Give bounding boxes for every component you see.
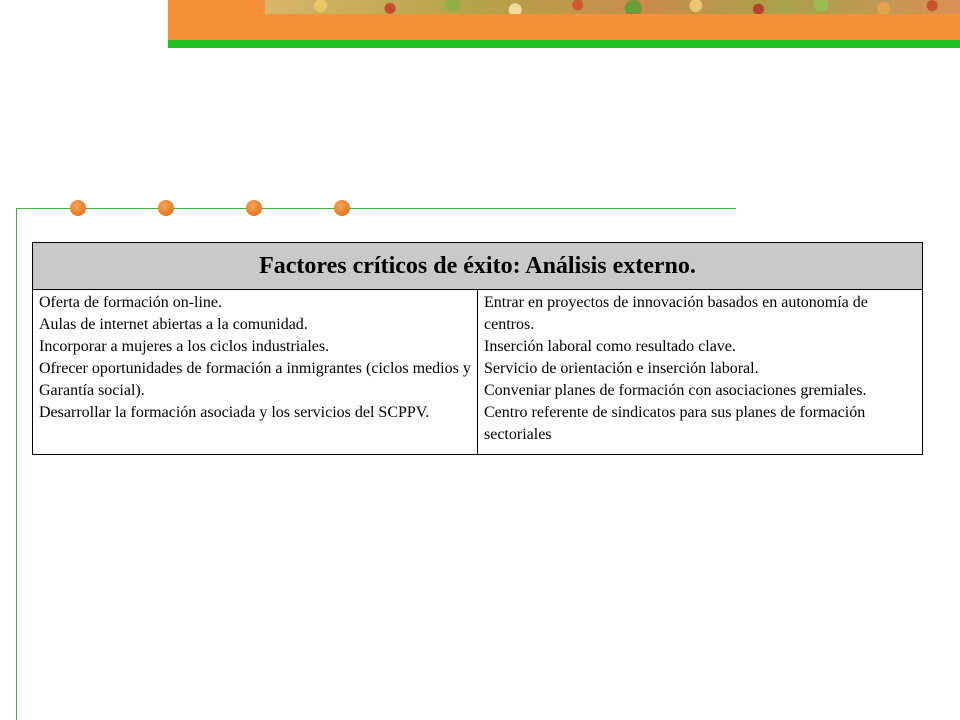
left-item: Oferta de formación on-line.: [39, 294, 223, 311]
left-item: Desarrollar la formación asociada y los servicios del SCPPV.: [39, 404, 430, 421]
right-item: Servicio de orientación e inserción laboral.: [484, 360, 759, 377]
decor-dot-3: [246, 200, 262, 216]
right-item: Inserción laboral como resultado clave.: [484, 338, 736, 355]
right-column: [478, 290, 923, 455]
top-frame-line: [16, 208, 736, 209]
top-banner-green-stripe: [168, 40, 960, 48]
left-item: Ofrecer oportunidades de formación a inmigrantes (ciclos medios y Garantía social).: [39, 360, 471, 399]
success-factors-table: [32, 242, 923, 455]
decor-dot-4: [334, 200, 350, 216]
left-frame-line: [16, 208, 17, 720]
right-item: Centro referente de sindicatos para sus planes de formación sectoriales: [484, 404, 866, 443]
decor-dot-1: [70, 200, 86, 216]
left-item: Aulas de internet abiertas a la comunidad.: [39, 316, 308, 333]
left-column: [33, 290, 478, 455]
table-title: Factores críticos de éxito: Análisis externo.: [33, 243, 923, 290]
right-item: Entrar en proyectos de innovación basados en autonomía de centros.: [484, 294, 868, 333]
decor-dot-2: [158, 200, 174, 216]
top-banner-fruit-image: [265, 0, 960, 14]
left-item: Incorporar a mujeres a los ciclos industriales.: [39, 338, 330, 355]
right-item: Conveniar planes de formación con asociaciones gremiales.: [484, 382, 867, 399]
